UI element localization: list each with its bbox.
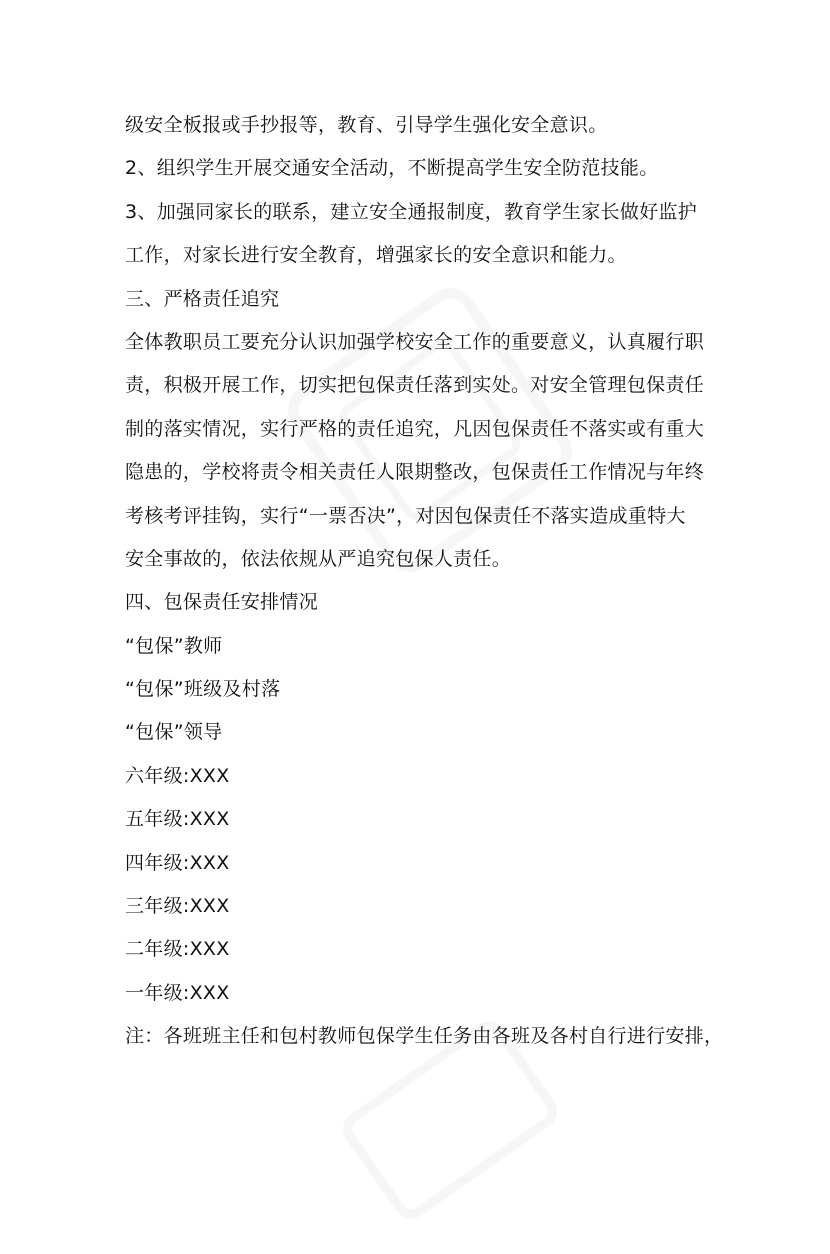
grade-assignment: 四年级:XXX: [125, 851, 230, 874]
text-line: 隐患的，学校将责令相关责任人限期整改，包保责任工作情况与年终: [125, 461, 705, 484]
text-line: 安全事故的，依法依规从严追究包保人责任。: [125, 547, 512, 570]
list-item: “包保”班级及村落: [125, 678, 281, 701]
grade-assignment: 三年级:XXX: [125, 895, 230, 918]
note-line: 注：各班班主任和包村教师包保学生任务由各班及各村自行进行安排，: [125, 1025, 724, 1048]
text-line: 3、加强同家长的联系，建立安全通报制度，教育学生家长做好监护: [125, 200, 698, 223]
grade-assignment: 二年级:XXX: [125, 938, 230, 961]
text-line: 责，积极开展工作，切实把包保责任落到实处。对安全管理包保责任: [125, 374, 705, 397]
text-line: 制的落实情况，实行严格的责任追究，凡因包保责任不落实或有重大: [125, 417, 705, 440]
text-line: 级安全板报或手抄报等，教育、引导学生强化安全意识。: [125, 114, 608, 136]
document-body: [125, 104, 725, 1059]
grade-assignment: 五年级:XXX: [125, 808, 230, 831]
text-line: 考核考评挂钩，实行“一票否决”，对因包保责任不落实造成重特大: [125, 504, 686, 527]
text-line: 全体教职员工要充分认识加强学校安全工作的重要意义，认真履行职: [125, 330, 705, 353]
list-item: “包保”教师: [125, 634, 223, 657]
list-item: “包保”领导: [125, 721, 223, 744]
text-line: 2、组织学生开展交通安全活动，不断提高学生安全防范技能。: [125, 157, 659, 180]
grade-assignment: 六年级:XXX: [125, 764, 230, 787]
text-line: 工作，对家长进行安全教育，增强家长的安全意识和能力。: [125, 244, 627, 267]
section-heading: 三、严格责任追究: [125, 287, 280, 310]
section-heading: 四、包保责任安排情况: [125, 591, 319, 614]
grade-assignment: 一年级:XXX: [125, 981, 230, 1004]
